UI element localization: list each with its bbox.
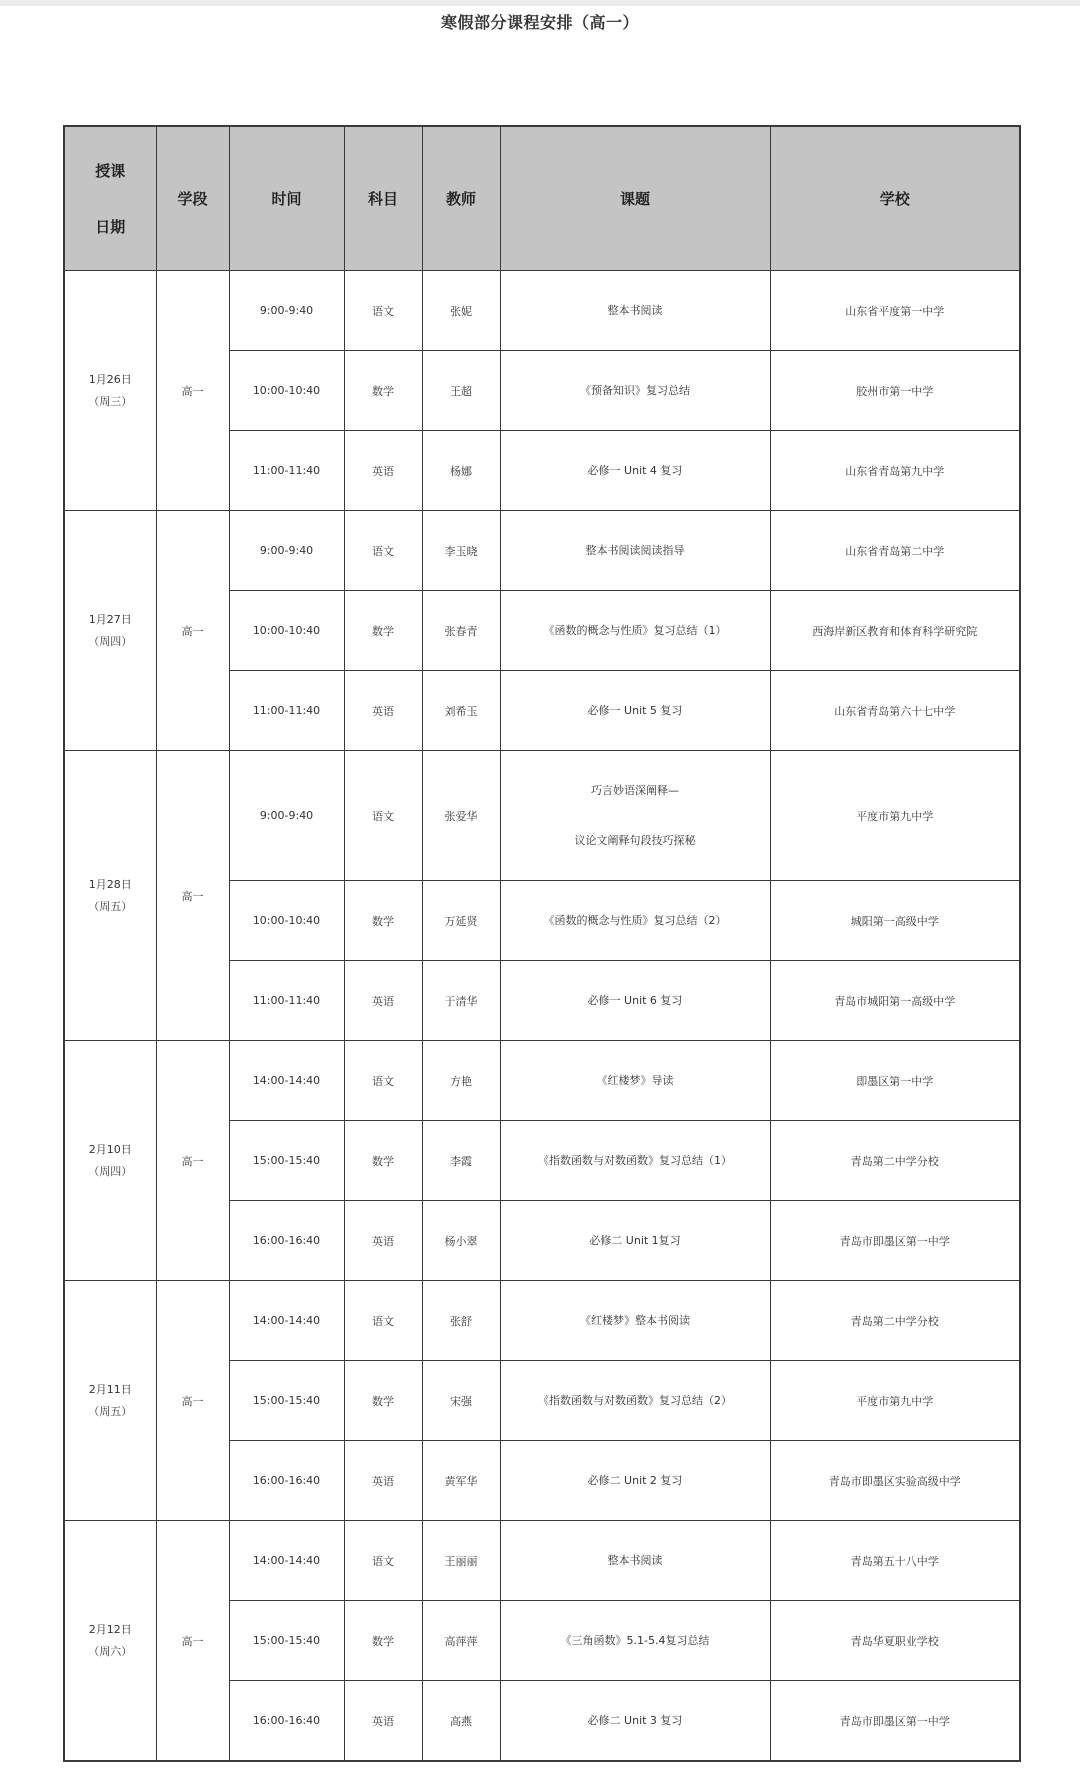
topic-cell <box>500 751 770 881</box>
topic-line: 必修一 Unit 5 复习 <box>587 703 683 717</box>
topic-line: 《三角函数》5.1-5.4复习总结 <box>560 1633 710 1647</box>
subject-cell: 英语 <box>344 671 422 751</box>
topic-cell <box>500 1121 770 1201</box>
school-cell: 山东省平度第一中学 <box>770 271 1020 351</box>
header-school: 学校 <box>770 126 1020 271</box>
topic-line: 必修二 Unit 2 复习 <box>587 1473 683 1487</box>
time-cell: 15:00-15:40 <box>229 1361 344 1441</box>
topic-cell <box>500 591 770 671</box>
teacher-cell: 王超 <box>422 351 500 431</box>
topic-line: 议论文阐释句段技巧探秘 <box>574 833 696 847</box>
time-cell: 15:00-15:40 <box>229 1601 344 1681</box>
teacher-cell: 刘希玉 <box>422 671 500 751</box>
time-cell: 9:00-9:40 <box>229 751 344 881</box>
school-cell: 平度市第九中学 <box>770 1361 1020 1441</box>
weekday-text: （周五） <box>88 899 133 913</box>
table-row <box>64 271 1020 351</box>
teacher-cell: 李玉晓 <box>422 511 500 591</box>
table-row <box>64 511 1020 591</box>
teacher-cell: 方艳 <box>422 1041 500 1121</box>
weekday-text: （周六） <box>88 1644 133 1658</box>
topic-cell <box>500 351 770 431</box>
date-cell <box>64 1521 156 1762</box>
teacher-cell: 杨娜 <box>422 431 500 511</box>
subject-cell: 英语 <box>344 961 422 1041</box>
school-cell: 青岛市即墨区第一中学 <box>770 1201 1020 1281</box>
school-cell: 山东省青岛第六十七中学 <box>770 671 1020 751</box>
subject-cell: 数学 <box>344 881 422 961</box>
date-cell <box>64 1041 156 1281</box>
stage-cell: 高一 <box>156 511 229 751</box>
topic-line: 整本书阅读 <box>607 1553 663 1567</box>
school-cell: 青岛华夏职业学校 <box>770 1601 1020 1681</box>
stage-cell: 高一 <box>156 271 229 511</box>
school-cell: 即墨区第一中学 <box>770 1041 1020 1121</box>
topic-line: 《指数函数与对数函数》复习总结（2） <box>538 1393 732 1407</box>
teacher-cell: 黄军华 <box>422 1441 500 1521</box>
topic-line: 必修一 Unit 6 复习 <box>587 993 683 1007</box>
time-cell: 15:00-15:40 <box>229 1121 344 1201</box>
header-teacher: 教师 <box>422 126 500 271</box>
date-text: 2月12日 <box>88 1622 132 1636</box>
date-text: 1月26日 <box>88 372 132 386</box>
topic-cell <box>500 961 770 1041</box>
school-cell: 平度市第九中学 <box>770 751 1020 881</box>
topic-line: 必修一 Unit 4 复习 <box>587 463 683 477</box>
time-cell: 16:00-16:40 <box>229 1201 344 1281</box>
teacher-cell: 宋强 <box>422 1361 500 1441</box>
topic-line: 《函数的概念与性质》复习总结（2） <box>543 913 727 927</box>
time-cell: 16:00-16:40 <box>229 1441 344 1521</box>
date-text: 1月28日 <box>88 877 132 891</box>
subject-cell: 数学 <box>344 351 422 431</box>
header-topic: 课题 <box>500 126 770 271</box>
school-cell: 西海岸新区教育和体育科学研究院 <box>770 591 1020 671</box>
teacher-cell: 张春青 <box>422 591 500 671</box>
table-row <box>64 1041 1020 1121</box>
top-divider <box>0 0 1080 6</box>
weekday-text: （周四） <box>88 1164 133 1178</box>
topic-line: 整本书阅读 <box>607 303 663 317</box>
weekday-text: （周四） <box>88 634 133 648</box>
subject-cell: 数学 <box>344 1361 422 1441</box>
topic-line: 巧言妙语深阐释— <box>591 783 679 797</box>
topic-cell <box>500 1441 770 1521</box>
topic-line: 必修二 Unit 1复习 <box>589 1233 681 1247</box>
teacher-cell: 李霞 <box>422 1121 500 1201</box>
time-cell: 11:00-11:40 <box>229 961 344 1041</box>
time-cell: 14:00-14:40 <box>229 1281 344 1361</box>
topic-line: 《函数的概念与性质》复习总结（1） <box>543 623 727 637</box>
school-cell: 青岛第二中学分校 <box>770 1281 1020 1361</box>
time-cell: 10:00-10:40 <box>229 351 344 431</box>
date-text: 2月10日 <box>88 1142 132 1156</box>
teacher-cell: 张爱华 <box>422 751 500 881</box>
date-cell <box>64 271 156 511</box>
table-row <box>64 1521 1020 1601</box>
schedule-body <box>64 271 1020 1762</box>
topic-line: 整本书阅读阅读指导 <box>585 543 685 557</box>
date-cell <box>64 1281 156 1521</box>
topic-line: 《红楼梦》导读 <box>596 1073 674 1087</box>
time-cell: 11:00-11:40 <box>229 671 344 751</box>
topic-cell <box>500 881 770 961</box>
weekday-text: （周五） <box>88 1404 133 1418</box>
topic-cell <box>500 271 770 351</box>
header-time: 时间 <box>229 126 344 271</box>
header-row <box>64 126 1020 271</box>
date-text: 1月27日 <box>88 612 132 626</box>
school-cell: 胶州市第一中学 <box>770 351 1020 431</box>
time-cell: 14:00-14:40 <box>229 1041 344 1121</box>
topic-cell <box>500 1361 770 1441</box>
time-cell: 9:00-9:40 <box>229 511 344 591</box>
school-cell: 青岛第五十八中学 <box>770 1521 1020 1601</box>
school-cell: 青岛市即墨区实验高级中学 <box>770 1441 1020 1521</box>
topic-cell <box>500 1681 770 1762</box>
subject-cell: 语文 <box>344 751 422 881</box>
topic-cell <box>500 1521 770 1601</box>
subject-cell: 英语 <box>344 1201 422 1281</box>
topic-line: 《红楼梦》整本书阅读 <box>580 1313 690 1327</box>
school-cell: 山东省青岛第二中学 <box>770 511 1020 591</box>
teacher-cell: 王丽丽 <box>422 1521 500 1601</box>
topic-cell <box>500 431 770 511</box>
school-cell: 山东省青岛第九中学 <box>770 431 1020 511</box>
page-title: 寒假部分课程安排（高一） <box>440 13 639 32</box>
date-text: 2月11日 <box>88 1382 132 1396</box>
schedule-table <box>63 125 1021 1762</box>
school-cell: 青岛市城阳第一高级中学 <box>770 961 1020 1041</box>
subject-cell: 语文 <box>344 511 422 591</box>
stage-cell: 高一 <box>156 1281 229 1521</box>
time-cell: 9:00-9:40 <box>229 271 344 351</box>
teacher-cell: 于清华 <box>422 961 500 1041</box>
header-date-line2: 日期 <box>95 217 126 236</box>
topic-cell <box>500 1281 770 1361</box>
topic-cell <box>500 671 770 751</box>
topic-line: 《指数函数与对数函数》复习总结（1） <box>538 1153 732 1167</box>
teacher-cell: 高燕 <box>422 1681 500 1762</box>
school-cell: 青岛市即墨区第一中学 <box>770 1681 1020 1762</box>
time-cell: 11:00-11:40 <box>229 431 344 511</box>
topic-cell <box>500 1201 770 1281</box>
topic-line: 《预备知识》复习总结 <box>580 383 690 397</box>
header-subject: 科目 <box>344 126 422 271</box>
subject-cell: 语文 <box>344 271 422 351</box>
subject-cell: 英语 <box>344 1441 422 1521</box>
time-cell: 10:00-10:40 <box>229 881 344 961</box>
topic-cell <box>500 1601 770 1681</box>
date-cell <box>64 751 156 1041</box>
subject-cell: 语文 <box>344 1521 422 1601</box>
header-date <box>64 126 156 271</box>
subject-cell: 语文 <box>344 1281 422 1361</box>
table-row <box>64 1281 1020 1361</box>
school-cell: 城阳第一高级中学 <box>770 881 1020 961</box>
teacher-cell: 张舒 <box>422 1281 500 1361</box>
subject-cell: 语文 <box>344 1041 422 1121</box>
weekday-text: （周三） <box>88 394 133 408</box>
table-row <box>64 751 1020 881</box>
topic-line: 必修二 Unit 3 复习 <box>587 1713 683 1727</box>
topic-cell <box>500 1041 770 1121</box>
teacher-cell: 高萍萍 <box>422 1601 500 1681</box>
stage-cell: 高一 <box>156 1041 229 1281</box>
teacher-cell: 万延贤 <box>422 881 500 961</box>
time-cell: 16:00-16:40 <box>229 1681 344 1762</box>
stage-cell: 高一 <box>156 751 229 1041</box>
teacher-cell: 杨小翠 <box>422 1201 500 1281</box>
subject-cell: 数学 <box>344 591 422 671</box>
header-date-line1: 授课 <box>95 161 126 180</box>
time-cell: 10:00-10:40 <box>229 591 344 671</box>
date-cell <box>64 511 156 751</box>
header-stage: 学段 <box>156 126 229 271</box>
topic-cell <box>500 511 770 591</box>
stage-cell: 高一 <box>156 1521 229 1762</box>
subject-cell: 数学 <box>344 1601 422 1681</box>
teacher-cell: 张妮 <box>422 271 500 351</box>
subject-cell: 英语 <box>344 431 422 511</box>
subject-cell: 英语 <box>344 1681 422 1762</box>
school-cell: 青岛第二中学分校 <box>770 1121 1020 1201</box>
time-cell: 14:00-14:40 <box>229 1521 344 1601</box>
subject-cell: 数学 <box>344 1121 422 1201</box>
